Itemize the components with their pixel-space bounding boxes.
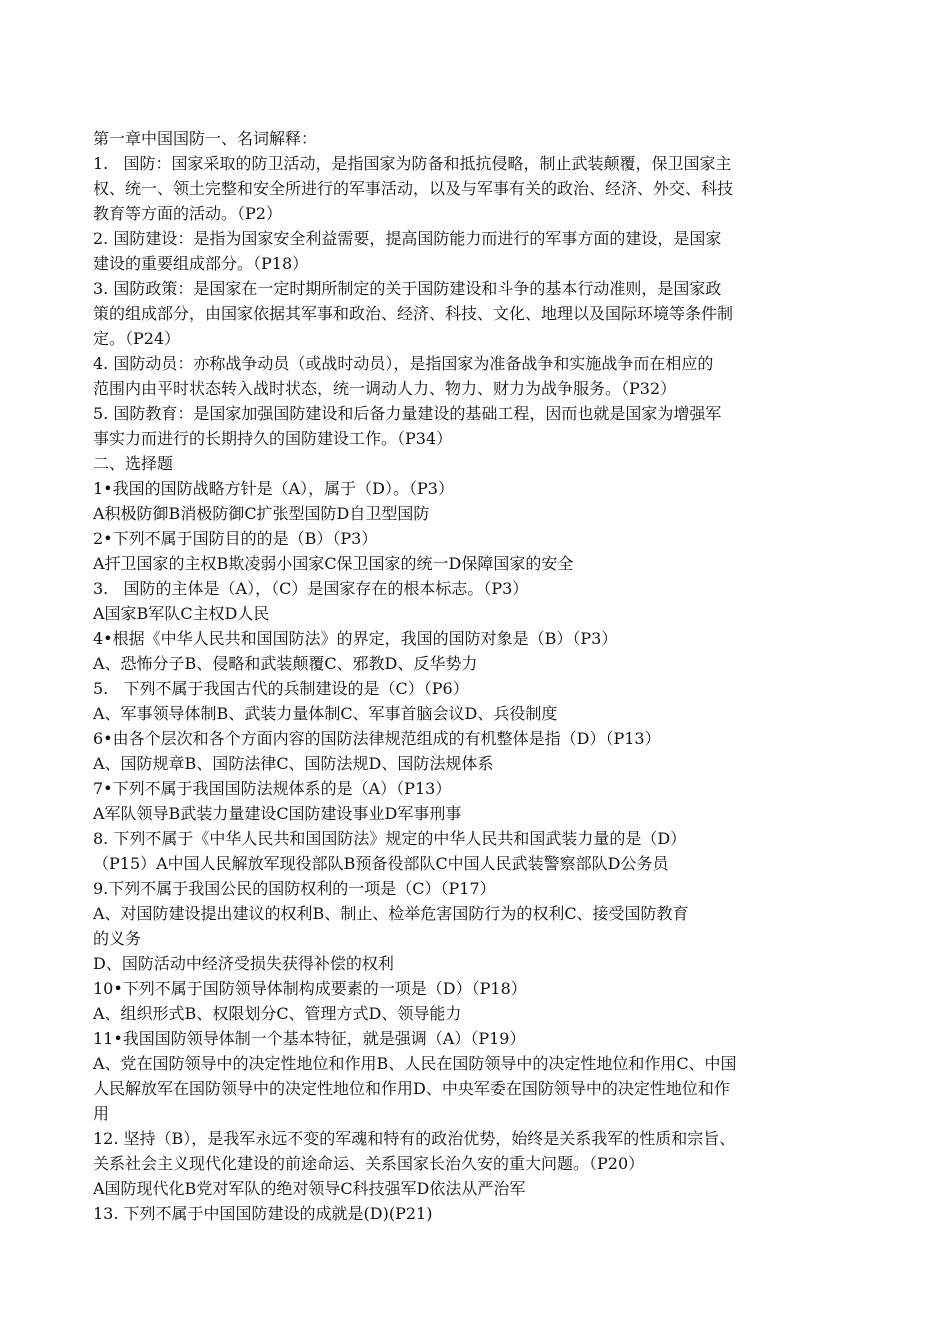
text-line: 1. 国防：国家采取的防卫活动，是指国家为防备和抵抗侵略，制止武装颠覆，保卫国家主 bbox=[93, 154, 732, 173]
text-line: 人民解放军在国防领导中的决定性地位和作用D、中央军委在国防领导中的决定性地位和作 bbox=[93, 1079, 730, 1098]
text-line: 5. 下列不属于我国古代的兵制建设的是（C）（P6） bbox=[93, 679, 469, 698]
text-line: 5. 国防教育：是国家加强国防建设和后备力量建设的基础工程，因而也就是国家为增强军 bbox=[93, 404, 722, 423]
text-line: 11•我国国防领导体制一个基本特征，就是强调（A）（P19） bbox=[93, 1029, 526, 1048]
text-line: 9.下列不属于我国公民的国防权利的一项是（C）（P17） bbox=[93, 879, 496, 898]
text-line: 教育等方面的活动。（P2） bbox=[93, 204, 282, 223]
text-line: 12. 坚持（B），是我军永远不变的军魂和特有的政治优势，始终是关系我军的性质和宗旨、 bbox=[93, 1129, 736, 1148]
text-line: A国家B军队C主权D人民 bbox=[93, 604, 270, 623]
document-body bbox=[93, 126, 863, 1226]
text-line: 策的组成部分，由国家依据其军事和政治、经济、科技、文化、地理以及国际环境等条件制 bbox=[93, 304, 734, 323]
text-line: A、组织形式B、权限划分C、管理方式D、领导能力 bbox=[93, 1004, 462, 1023]
text-line: A、军事领导体制B、武装力量体制C、军事首脑会议D、兵役制度 bbox=[93, 704, 558, 723]
text-line: 10•下列不属于国防领导体制构成要素的一项是（D）（P18） bbox=[93, 979, 527, 998]
text-line: A、党在国防领导中的决定性地位和作用B、人民在国防领导中的决定性地位和作用C、中国 bbox=[93, 1054, 737, 1073]
text-line: A扞卫国家的主权B欺凌弱小国家C保卫国家的统一D保障国家的安全 bbox=[93, 554, 574, 573]
text-line: 2. 国防建设：是指为国家安全利益需要，提高国防能力而进行的军事方面的建设，是国家 bbox=[93, 229, 722, 248]
text-line: 关系社会主义现代化建设的前途命运、关系国家长治久安的重大问题。（P20） bbox=[93, 1154, 645, 1173]
text-line: 1•我国的国防战略方针是（A），属于（D）。（P3） bbox=[93, 479, 454, 498]
text-line: A积极防御B消极防御C扩张型国防D自卫型国防 bbox=[93, 504, 430, 523]
text-line: 3. 国防的主体是（A），（C）是国家存在的根本标志。（P3） bbox=[93, 579, 529, 598]
text-line: 建设的重要组成部分。（P18） bbox=[93, 254, 309, 273]
text-line: 用 bbox=[93, 1104, 110, 1123]
text-line: 13. 下列不属于中国国防建设的成就是(D)(P21) bbox=[93, 1204, 433, 1223]
text-line: 范围内由平时状态转入战时状态，统一调动人力、物力、财力为战争服务。（P32） bbox=[93, 379, 677, 398]
text-line: 4. 国防动员：亦称战争动员（或战时动员），是指国家为准备战争和实施战争而在相应的 bbox=[93, 354, 714, 373]
text-line: 权、统一、领土完整和安全所进行的军事活动，以及与军事有关的政治、经济、外交、科技 bbox=[93, 179, 734, 198]
text-line: 7•下列不属于我国国防法规体系的是（A）（P13） bbox=[93, 779, 452, 798]
text-line: 定。（P24） bbox=[93, 329, 181, 348]
text-line: 8. 下列不属于《中华人民共和国国防法》规定的中华人民共和国武装力量的是（D） bbox=[93, 829, 687, 848]
text-line: 第一章中国国防一、名词解释： bbox=[93, 129, 318, 148]
text-line: 的义务 bbox=[93, 929, 142, 948]
text-line: 4•根据《中华人民共和国国防法》的界定，我国的国防对象是（B）（P3） bbox=[93, 629, 618, 648]
text-line: A军队领导B武装力量建设C国防建设事业D军事刑事 bbox=[93, 804, 462, 823]
text-line: D、国防活动中经济受损失获得补偿的权利 bbox=[93, 954, 394, 973]
text-line: A国防现代化B党对军队的绝对领导C科技强军D依法从严治军 bbox=[93, 1179, 526, 1198]
text-line: 2•下列不属于国防目的的是（B）（P3） bbox=[93, 529, 378, 548]
text-line: A、对国防建设提出建议的权利B、制止、检举危害国防行为的权利C、接受国防教育 bbox=[93, 904, 689, 923]
text-line: 3. 国防政策：是国家在一定时期所制定的关于国防建设和斗争的基本行动准则，是国家政 bbox=[93, 279, 722, 298]
text-line: 二、选择题 bbox=[93, 454, 174, 473]
text-line: 事实力而进行的长期持久的国防建设工作。（P34） bbox=[93, 429, 453, 448]
text-line: （P15）A中国人民解放军现役部队B预备役部队C中国人民武装警察部队D公务员 bbox=[93, 854, 669, 873]
text-line: A、国防规章B、国防法律C、国防法规D、国防法规体系 bbox=[93, 754, 494, 773]
text-line: A、恐怖分子B、侵略和武装颠覆C、邪教D、反华势力 bbox=[93, 654, 478, 673]
text-line: 6•由各个层次和各个方面内容的国防法律规范组成的有机整体是指（D）（P13） bbox=[93, 729, 661, 748]
